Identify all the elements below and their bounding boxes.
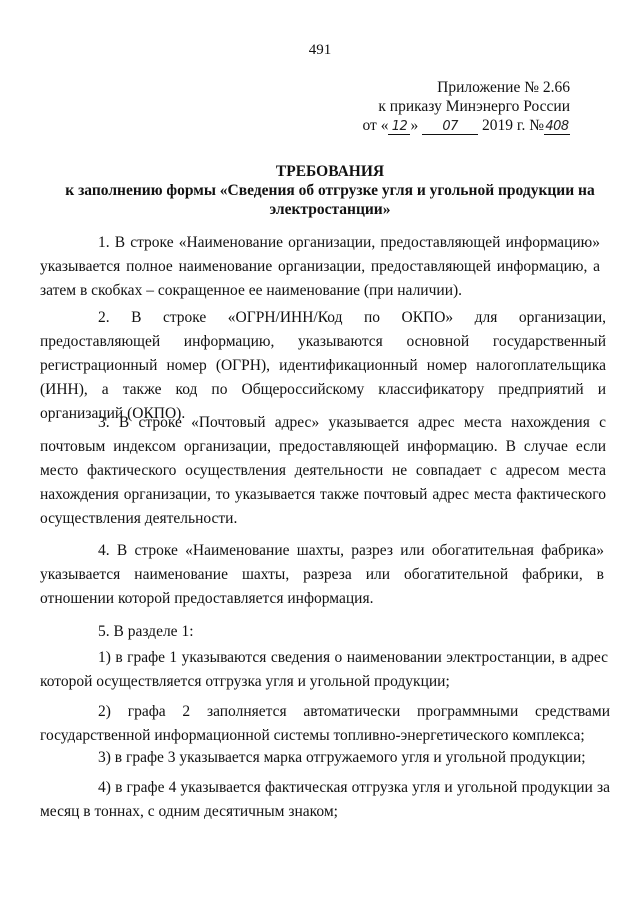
paragraph-5: 5. В разделе 1: — [98, 623, 194, 640]
handwritten-month: 07 — [422, 119, 478, 135]
handwritten-number: 408 — [545, 119, 569, 134]
annex-date-line: от « 12 » 07 2019 г. №408 — [362, 117, 569, 134]
page-number: 491 — [308, 42, 332, 58]
paragraph-4: 4. В строке «Наименование шахты, разрез или обогатительная фабрика» указывается наименование шахты, разреза или обогатительной фабрики, в отношении которой предоставляется информация. — [40, 542, 604, 607]
list-item-4: 4) в графе 4 указывается фактическая отгрузка угля и угольной продукции за месяц в тоннах, с одним десятичным знаком; — [40, 779, 610, 820]
annex-line: Приложение № 2.66 — [437, 79, 570, 96]
list-item-1: 1) в графе 1 указываются сведения о наименовании электростанции, в адрес которой осуществляется отгрузка угля и угольной продукции; — [40, 649, 608, 690]
annex-order-line: к приказу Минэнерго России — [378, 98, 570, 115]
title-subtitle: к заполнению формы «Сведения об отгрузке угля и угольной продукции на электростанции» — [65, 182, 595, 218]
annex-block — [310, 78, 570, 135]
title-heading: ТРЕБОВАНИЯ — [275, 163, 385, 180]
handwritten-day: 12 — [388, 119, 410, 135]
paragraph-2: 2. В строке «ОГРН/ИНН/Код по ОКПО» для организации, предоставляющей информацию, указываются основной государственный регистрационный номер (ОГРН), идентификационный номер налогоплательщика (ИНН), а также код по Общероссийскому классификатору предприятий и организаций (ОКПО). — [40, 309, 606, 422]
paragraph-3: 3. В строке «Почтовый адрес» указывается адрес места нахождения с почтовым индексом организации, предоставляющей информацию. В случае если место фактического осуществления деятельности не совпадает с адресом места нахождения организации, то указывается также почтовый адрес места фактического осуществления деятельности. — [40, 414, 606, 527]
paragraph-1: 1. В строке «Наименование организации, предоставляющей информацию» указывается полное наименование организации, предоставляющей информацию, а затем в скобках – сокращенное ее наименование (при наличии). — [40, 234, 600, 299]
list-item-2: 2) графа 2 заполняется автоматически программными средствами государственной информационной системы топливно-энергетического комплекса; — [40, 703, 610, 744]
document-title — [40, 162, 620, 219]
list-item-3: 3) в графе 3 указывается марка отгружаемого угля и угольной продукции; — [98, 749, 586, 766]
